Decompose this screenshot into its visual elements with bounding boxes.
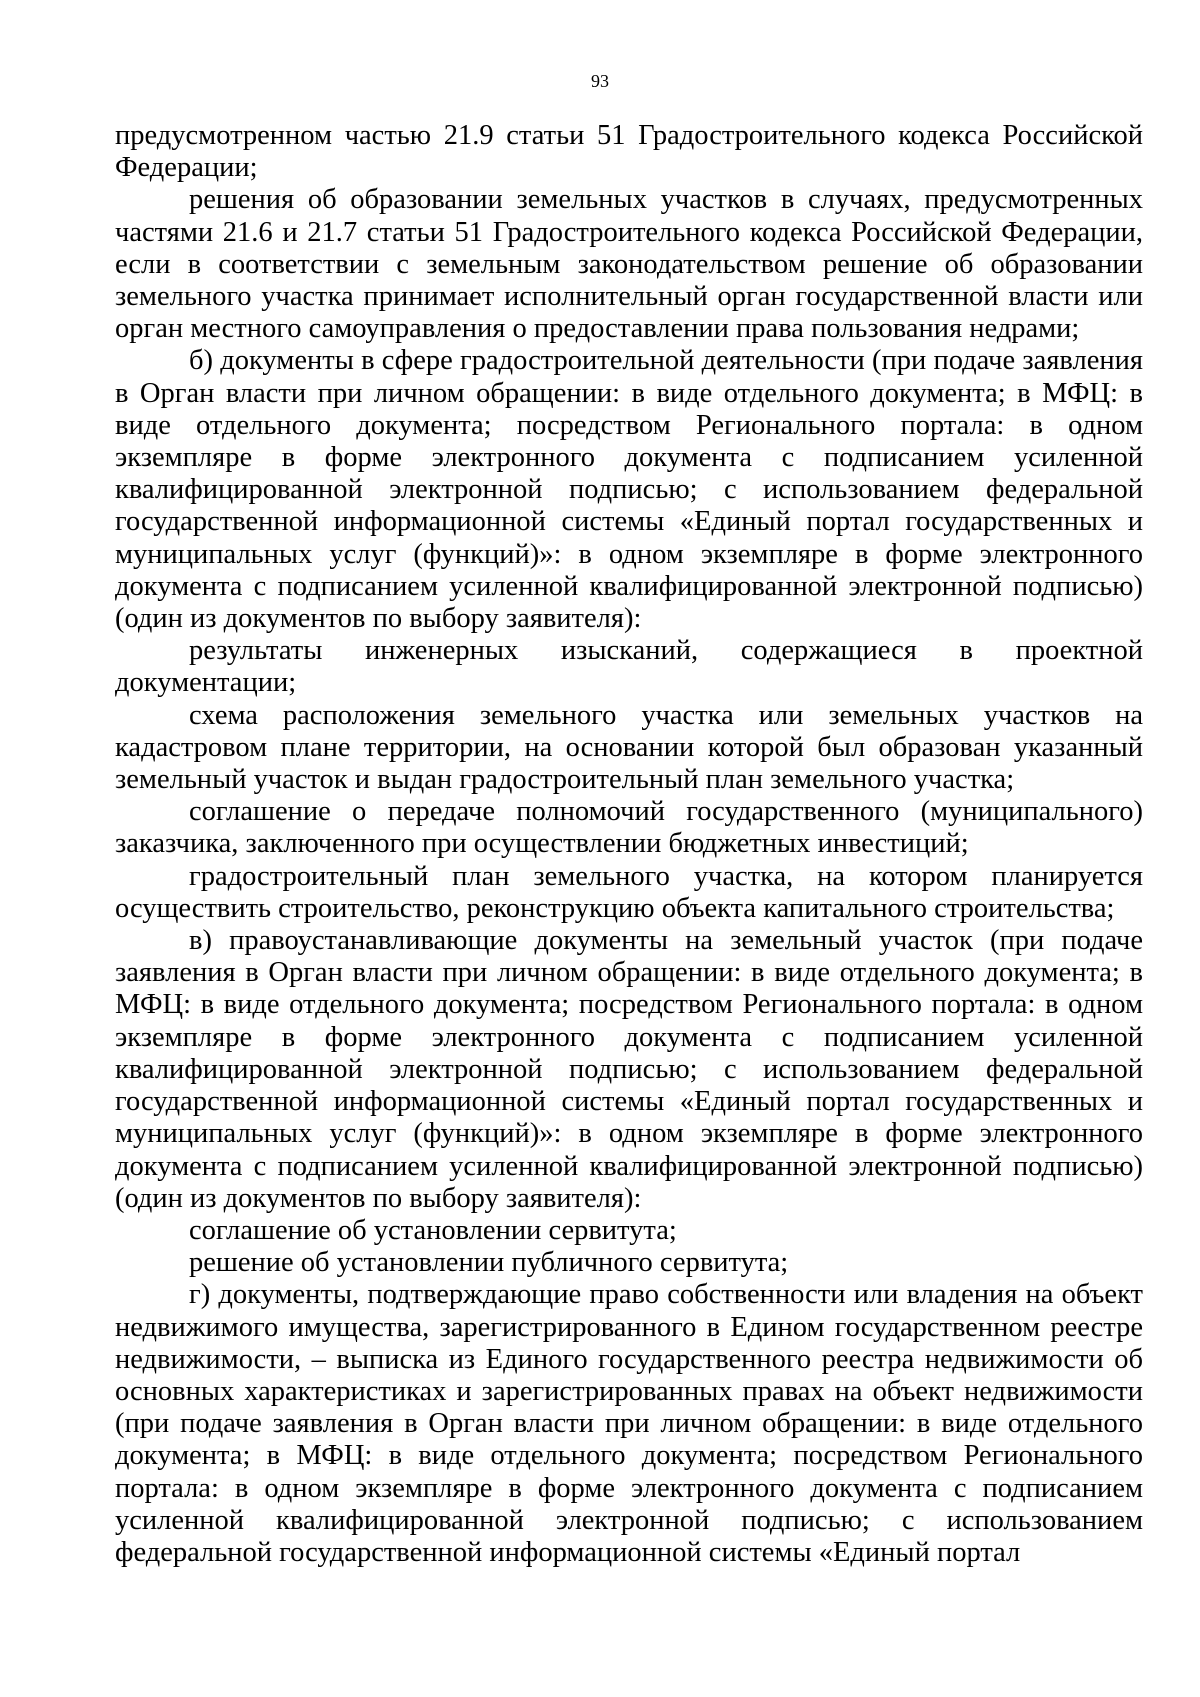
paragraph: г) документы, подтверждающие право собственности или владения на объект недвижимого имущества, зарегистрированного в Едином государственном реестре недвижимости, – выписка из Единого государственного реестра недвижимости об основных характеристиках и зарегистрированных правах на объект недвижимости (при подаче заявления в Орган власти при личном обращении: в виде отдельного документа; в МФЦ: в виде отдельного документа; посредством Регионального портала: в одном экземпляре в форме электронного документа с подписанием усиленной квалифицированной электронной подписью; с использованием федеральной государственной информационной системы «Единый портал <box>115 1279 1143 1568</box>
document-body <box>115 120 1143 1569</box>
paragraph: схема расположения земельного участка или земельных участков на кадастровом плане территории, на основании которой был образован указанный земельный участок и выдан градостроительный план земельного участка; <box>115 699 1143 796</box>
paragraph: соглашение о передаче полномочий государственного (муниципального) заказчика, заключенного при осуществлении бюджетных инвестиций; <box>115 796 1143 860</box>
paragraph: соглашение об установлении сервитута; <box>189 1214 677 1246</box>
paragraph: решение об установлении публичного сервитута; <box>189 1247 789 1279</box>
paragraph: предусмотренном частью 21.9 статьи 51 Градостроительного кодекса Российской Федерации; <box>115 120 1143 184</box>
page-number: 93 <box>591 71 609 91</box>
paragraph: результаты инженерных изысканий, содержащиеся в проектной документации; <box>115 635 1143 699</box>
paragraph: б) документы в сфере градостроительной деятельности (при подаче заявления в Орган власти при личном обращении: в виде отдельного документа; в МФЦ: в виде отдельного документа; посредством Регионального портала: в одном экземпляре в форме электронного документа с подписанием усиленной квалифицированной электронной подписью; с использованием федеральной государственной информационной системы «Единый портал государственных и муниципальных услуг (функций)»: в одном экземпляре в форме электронного документа с подписанием усиленной квалифицированной электронной подписью) (один из документов по выбору заявителя): <box>115 345 1143 635</box>
paragraph: градостроительный план земельного участка, на котором планируется осуществить строительство, реконструкцию объекта капитального строительства; <box>115 860 1143 924</box>
paragraph: в) правоустанавливающие документы на земельный участок (при подаче заявления в Орган власти при личном обращении: в виде отдельного документа; в МФЦ: в виде отдельного документа; посредством Регионального портала: в одном экземпляре в форме электронного документа с подписанием усиленной квалифицированной электронной подписью; с использованием федеральной государственной информационной системы «Единый портал государственных и муниципальных услуг (функций)»: в одном экземпляре в форме электронного документа с подписанием усиленной квалифицированной электронной подписью) (один из документов по выбору заявителя): <box>115 925 1143 1214</box>
paragraph: решения об образовании земельных участков в случаях, предусмотренных частями 21.6 и 21.7 статьи 51 Градостроительного кодекса Российской Федерации, если в соответствии с земельным законодательством решение об образовании земельного участка принимает исполнительный орган государственной власти или орган местного самоуправления о предоставлении права пользования недрами; <box>115 184 1143 345</box>
